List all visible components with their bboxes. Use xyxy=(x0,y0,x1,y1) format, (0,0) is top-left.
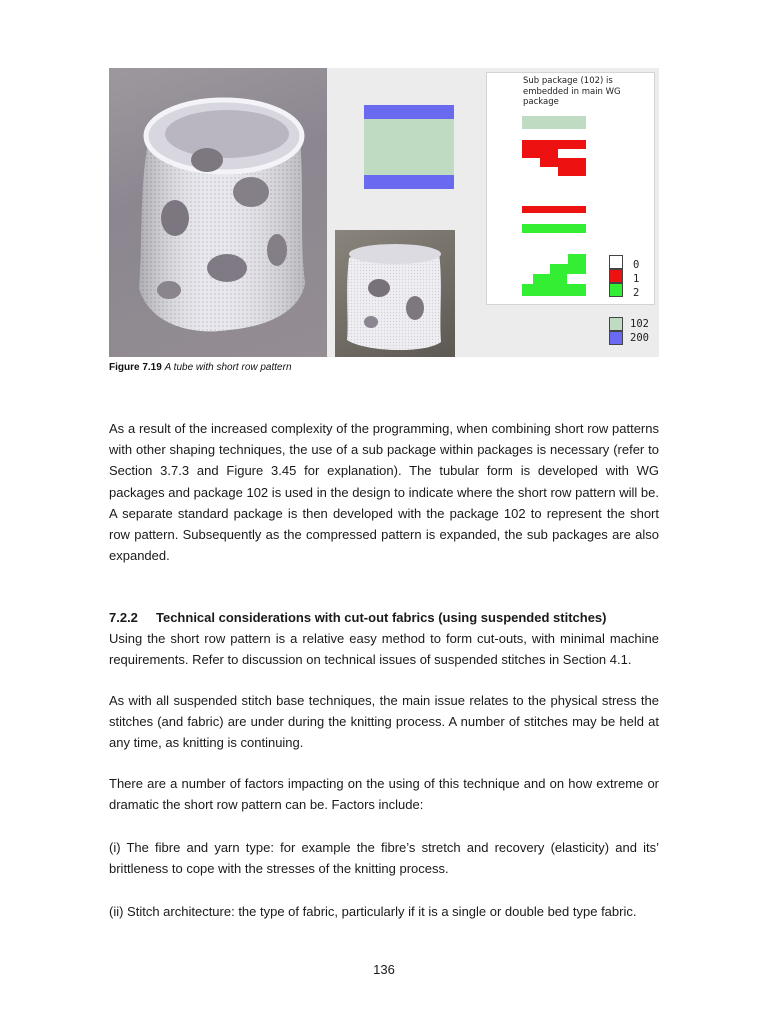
paragraph-factors-intro: There are a number of factors impacting on the using of this technique and on how extreme or dramatic the short row pattern can be. Factors include: xyxy=(109,776,659,813)
red-step-1 xyxy=(522,140,586,149)
red-step-4 xyxy=(558,167,586,176)
red-step-3a xyxy=(540,158,558,167)
figure-caption xyxy=(109,362,292,373)
legend-label-0: 0 xyxy=(633,259,640,271)
page-number: 136 xyxy=(373,962,395,977)
red-line xyxy=(522,206,586,213)
figure-7-19 xyxy=(109,68,659,357)
paragraph-physical-stress: As with all suspended stitch base techniques, the main issue relates to the physical stress the stitches (and fabric) are under during the knitting process. A number of stitches may be held at any time, as knitting is continuing. xyxy=(109,693,659,751)
box-caption: Sub package (102) is embedded in main WG package xyxy=(523,76,621,107)
green-step-3 xyxy=(533,274,567,284)
paragraph-factor-stitch: (ii) Stitch architecture: the type of fabric, particularly if it is a single or double bed type fabric. xyxy=(109,904,637,919)
section-title: Technical considerations with cut-out fabrics (using suspended stitches) xyxy=(156,610,607,625)
red-step-3b xyxy=(558,158,586,167)
legend-swatch-2 xyxy=(609,283,623,297)
section-heading xyxy=(109,607,659,628)
package-102-strip xyxy=(522,116,586,129)
green-line xyxy=(522,224,586,233)
red-step-2a xyxy=(522,149,540,158)
legend-swatch-200 xyxy=(609,331,623,345)
legend-swatch-102 xyxy=(609,317,623,331)
figure-caption-number: Figure 7.19 xyxy=(109,362,162,373)
green-step-4 xyxy=(522,284,586,296)
legend-swatch-1 xyxy=(609,269,623,283)
legend-label-1: 1 xyxy=(633,273,640,285)
paragraph-short-row-method: Using the short row pattern is a relative easy method to form cut-outs, with minimal machine requirements. Refer to discussion on technical issues of suspended stitches in Section 4.1. xyxy=(109,631,659,668)
legend-label-2: 2 xyxy=(633,287,640,299)
legend-label-102: 102 xyxy=(630,318,649,330)
legend-swatch-0 xyxy=(609,255,623,269)
green-step-1 xyxy=(568,254,586,264)
paragraph-sub-package: As a result of the increased complexity of the programming, when combining short row patterns with other shaping techniques, the use of a sub package within packages is necessary (refer to Section 3.7.3 and Figure 3.45 for explanation). The tubular form is developed with WG packages and package 102 is used in the design to indicate where the short row pattern will be. A separate standard package is then developed with the package 102 to represent the short row pattern. Subsequently as the compressed pattern is expanded, the sub packages are also expanded. xyxy=(109,421,659,564)
green-step-2 xyxy=(550,264,586,274)
legend-label-200: 200 xyxy=(630,332,649,344)
figure-caption-text: A tube with short row pattern xyxy=(164,362,292,373)
paragraph-factor-fibre: (i) The fibre and yarn type: for example the fibre’s stretch and recovery (elasticity) and its’ brittleness to cope with the stresses of the knitting process. xyxy=(109,840,659,877)
section-number: 7.2.2 xyxy=(109,610,138,625)
red-step-2b xyxy=(540,149,558,158)
short-row-pattern-chart xyxy=(109,68,659,357)
